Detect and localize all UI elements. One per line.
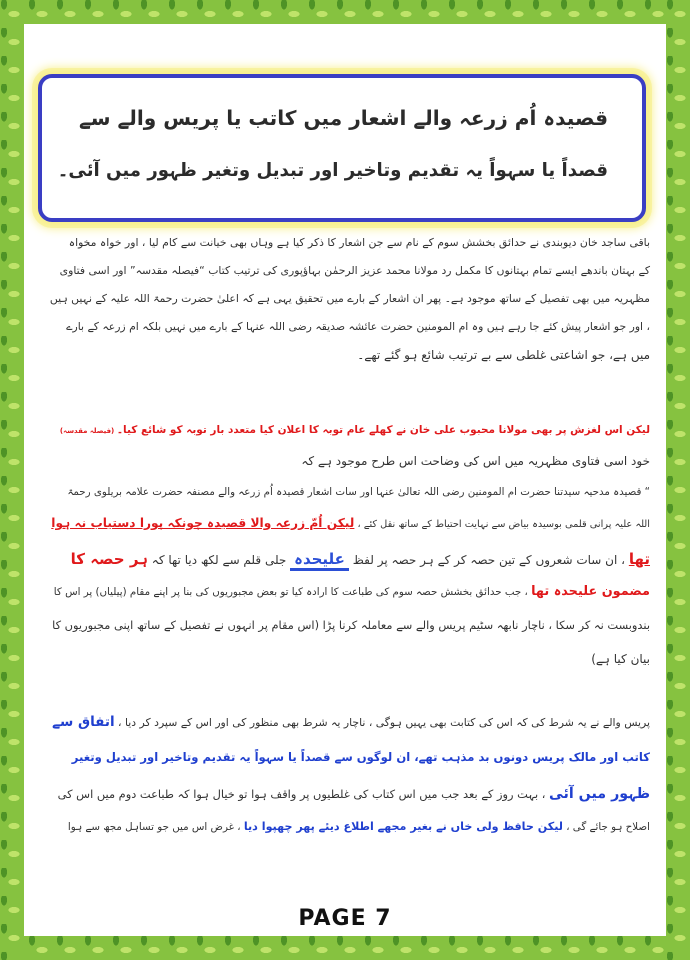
page-content [24,24,666,936]
title-line-1: قصیدہ اُم زرعہ والے اشعار میں کاتب یا پریس والے سے [78,106,608,130]
quote-line-5: بندوبست نہ کر سکا ، ناچار نابھہ سٹیم پریس والے سے معاملہ کرنا پڑا (اس مقام پر انہوں نے تفصیل کے ساتھ اپنی مجبوریوں کا [52,618,650,632]
leaf-border-bottom [0,936,690,960]
leaf-border-left [0,0,24,960]
para1-line-1: باقی ساجد خان دیوبندی نے حدائق بخشش سوم کے نام سے جن اشعار کا ذکر کیا ہے وہاں بھی خیانت سے کام لیا ، اور خواہ مخواہ [68,236,650,249]
quote-line-3-ali: علیحدہ [290,550,349,571]
quote-line-1: “ قصیدہ مدحیہ سیدتنا حضرت ام المومنین رضی اللہ تعالیٰ عنہا اور سات اشعار قصیدہ اُم زرعہ والے مصنفہ حضرت علامہ بریلوی رحمۃ [67,486,650,498]
quote-line-4-red: مضمون علیحدہ تھا [531,584,650,599]
para3-line-3-blue: ظہور میں آئی [549,786,650,802]
para3-line-2-blue: کاتب اور مالک پریس دونوں بد مذہب تھے، ان لوگوں سے قصداً یا سہواً یہ تقدیم وتاخیر اور تبدیل وتغیر [71,750,650,764]
para3-line-1-blue: اتفاق سے [52,714,115,730]
para3-line-3 [58,786,650,802]
quote-line-6: بیان کیا ہے) [591,652,650,666]
quote-line-3-red2: ہر حصہ کا [70,550,148,568]
para3-line-2 [72,750,650,764]
leaf-border-top [0,0,690,24]
quote-line-3-plain: ، ان سات شعروں کے تین حصہ کر کے ہر حصہ پر لفظ [352,553,625,567]
para3-line-4-plain2: ، غرض اس میں جو تساہل مجھ سے ہوا [67,821,241,833]
page-number: PAGE 7 [298,906,392,931]
quote-line-3-red: تھا [628,550,650,568]
para3-line-3-plain: ، بہت روز کے بعد جب میں اس کتاب کی غلطیوں پر واقف ہوا تو خیال ہوا کہ طباعت دوم میں اس کی [57,787,546,801]
para3-line-4 [68,820,650,833]
para3-line-4-blue: لیکن حافظ ولی خاں نے بغیر مجھے اطلاع دیئے پھر چھپوا دیا [243,820,563,833]
red-note-source: (فیصلہ مقدسہ) [59,427,115,435]
para3-line-1 [52,714,650,730]
quote-line-2-plain: اللہ علیہ پرانی قلمی بوسیدہ بیاض سے نہایت احتیاط کے ساتھ نقل کئے ، [357,519,650,530]
quote-line-2 [51,516,650,530]
red-note [60,424,650,436]
title-line-2: قصداً یا سہواً یہ تقدیم وتاخیر اور تبدیل وتغیر ظہور میں آئی۔ [57,160,608,181]
para3-line-1-plain: پریس والے نے یہ شرط کی کہ اس کی کتابت بھی یہیں ہوگی ، ناچار یہ شرط بھی منظور کی اور اس کے سپرد کر دیا ، [118,716,650,729]
red-note-text: لیکن اس لغزش پر بھی مولانا محبوب علی خان نے کھلے عام توبہ کا اعلان کیا متعدد بار توبہ کو شائع کیا۔ [116,424,650,436]
quote-line-3-plain2: جلی قلم سے لکھ دیا تھا کہ [151,553,287,567]
quote-line-4 [54,584,650,599]
title-box [38,74,646,222]
para1-line-2: کے بہتان باندھے ایسے تمام بہتانوں کا مکمل رد مولانا محمد عزیز الرحمٰن بہاؤپوری کی ترتیب کتاب “فیصلہ مقدسہ” اور اسی فتاوی [59,264,650,277]
quote-line-3 [71,550,650,568]
para1-line-5: میں ہے، جو اشاعتی غلطی سے بے ترتیب شائع ہو گئے تھے۔ [357,348,650,362]
para3-line-4-plain: اصلاح ہو جائے گی ، [566,821,650,833]
para1-line-3: مظہریہ میں بھی تفصیل کے ساتھ موجود ہے۔ پھر ان اشعار کے بارے میں تحقیق یہی ہے کہ اعلیٰ حضرت رحمۃ اللہ علیہ کے نہیں ہیں [49,292,650,305]
para2-line: خود اسی فتاوی مظہریہ میں اس کی وضاحت اس طرح موجود ہے کہ [301,454,650,468]
leaf-border-right [666,0,690,960]
quote-line-4-plain: ، جب حدائق بخشش حصہ سوم کی طباعت کا ارادہ کیا تو بعض مجبوریوں کی بنا پر اپنے مقام (پیلیاں) پر اس کا [53,586,528,598]
quote-line-2-red: لیکن اُمّ زرعہ والا قصیدہ چونکہ پورا دستیاب نہ ہوا [51,516,355,530]
para1-line-4: ، اور جو اشعار پیش کئے جا رہے ہیں وہ ام المومنین حضرت عائشہ صدیقہ رضی اللہ عنہا کے بارے میں نہیں بلکہ ام زرعہ کے بارے [66,320,650,333]
